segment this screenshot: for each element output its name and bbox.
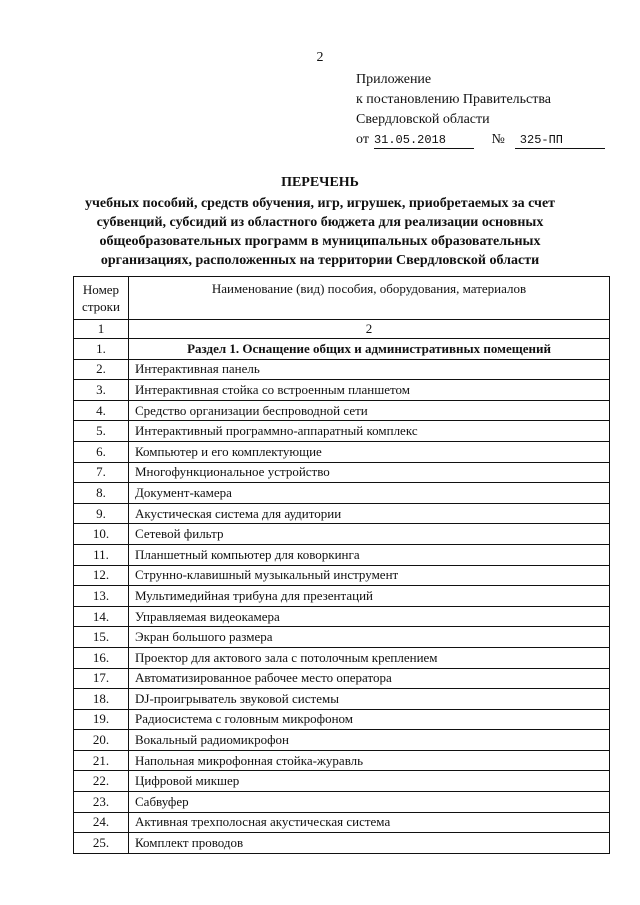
row-number: 3. — [74, 380, 129, 401]
table-row — [74, 462, 610, 483]
section-title: Раздел 1. Оснащение общих и административных помещений — [129, 339, 610, 360]
table-row — [74, 400, 610, 421]
appendix-region-line: Свердловской области — [356, 112, 490, 127]
row-number: 21. — [74, 750, 129, 771]
table-header-row — [74, 277, 610, 320]
item-name: Акустическая система для аудитории — [129, 503, 610, 524]
row-number: 12. — [74, 565, 129, 586]
item-name: DJ-проигрыватель звуковой системы — [129, 689, 610, 710]
table-row — [74, 668, 610, 689]
item-name: Сабвуфер — [129, 792, 610, 813]
from-label: от — [356, 132, 369, 147]
table-row — [74, 483, 610, 504]
item-name: Интерактивная стойка со встроенным планшетом — [129, 380, 610, 401]
item-name: Планшетный компьютер для коворкинга — [129, 544, 610, 565]
table-row — [74, 709, 610, 730]
table-row — [74, 441, 610, 462]
table-row — [74, 565, 610, 586]
row-number: 23. — [74, 792, 129, 813]
row-number: 11. — [74, 544, 129, 565]
item-name: Радиосистема с головным микрофоном — [129, 709, 610, 730]
item-name: Проектор для актового зала с потолочным креплением — [129, 647, 610, 668]
number-sign: № — [491, 132, 505, 147]
item-name: Струнно-клавишный музыкальный инструмент — [129, 565, 610, 586]
column-index-row — [74, 320, 610, 339]
table-row — [74, 647, 610, 668]
item-name: Многофункциональное устройство — [129, 462, 610, 483]
row-number: 7. — [74, 462, 129, 483]
table-row — [74, 771, 610, 792]
item-name: Напольная микрофонная стойка-журавль — [129, 750, 610, 771]
table-row — [74, 627, 610, 648]
items-table — [73, 276, 610, 854]
column-index-2: 2 — [129, 320, 610, 339]
appendix-block — [356, 70, 605, 150]
column-index-1: 1 — [74, 320, 129, 339]
item-name: Цифровой микшер — [129, 771, 610, 792]
row-number: 24. — [74, 812, 129, 833]
row-number: 16. — [74, 647, 129, 668]
item-name: Интерактивный программно-аппаратный комплекс — [129, 421, 610, 442]
section-row — [74, 339, 610, 360]
row-number: 13. — [74, 586, 129, 607]
item-name: Активная трехполосная акустическая система — [129, 812, 610, 833]
row-number: 20. — [74, 730, 129, 751]
appendix-decree-line: к постановлению Правительства — [356, 92, 552, 107]
row-number: 2. — [74, 359, 129, 380]
table-row — [74, 792, 610, 813]
table-row — [74, 606, 610, 627]
item-name: Автоматизированное рабочее место оператора — [129, 668, 610, 689]
item-name: Комплект проводов — [129, 833, 610, 854]
table-row — [74, 524, 610, 545]
row-number: 1. — [74, 339, 129, 360]
row-number: 10. — [74, 524, 129, 545]
table-row — [74, 833, 610, 854]
header-number-cell: Номер строки — [74, 277, 129, 320]
table-row — [74, 380, 610, 401]
item-name: Управляемая видеокамера — [129, 606, 610, 627]
appendix-title: Приложение — [356, 72, 432, 87]
row-number: 15. — [74, 627, 129, 648]
item-name: Сетевой фильтр — [129, 524, 610, 545]
row-number: 9. — [74, 503, 129, 524]
table-row — [74, 750, 610, 771]
row-number: 5. — [74, 421, 129, 442]
table-row — [74, 812, 610, 833]
row-number: 25. — [74, 833, 129, 854]
page-number: 2 — [316, 50, 324, 65]
item-name: Средство организации беспроводной сети — [129, 400, 610, 421]
item-name: Мультимедийная трибуна для презентаций — [129, 586, 610, 607]
row-number: 8. — [74, 483, 129, 504]
row-number: 17. — [74, 668, 129, 689]
item-name: Компьютер и его комплектующие — [129, 441, 610, 462]
document-subtitle: учебных пособий, средств обучения, игр, игрушек, приобретаемых за счет субвенций, субсидий из областного бюджета для реализации основных общеобразовательных программ в муниципальных образовательных организациях, расположенных на территории Свердловской области — [84, 196, 556, 268]
row-number: 6. — [74, 441, 129, 462]
row-number: 19. — [74, 709, 129, 730]
header-name-cell: Наименование (вид) пособия, оборудования, материалов — [129, 277, 610, 320]
decree-number: 325-ПП — [515, 133, 605, 149]
appendix-date-number-line — [356, 130, 605, 150]
item-name: Документ-камера — [129, 483, 610, 504]
document-heading: ПЕРЕЧЕНЬ — [281, 175, 359, 190]
table-row — [74, 503, 610, 524]
row-number: 14. — [74, 606, 129, 627]
decree-date: 31.05.2018 — [374, 133, 474, 149]
item-name: Интерактивная панель — [129, 359, 610, 380]
row-number: 18. — [74, 689, 129, 710]
table-row — [74, 544, 610, 565]
item-name: Экран большого размера — [129, 627, 610, 648]
row-number: 4. — [74, 400, 129, 421]
row-number: 22. — [74, 771, 129, 792]
table-row — [74, 586, 610, 607]
table-row — [74, 730, 610, 751]
table-row — [74, 421, 610, 442]
item-name: Вокальный радиомикрофон — [129, 730, 610, 751]
table-row — [74, 359, 610, 380]
table-row — [74, 689, 610, 710]
